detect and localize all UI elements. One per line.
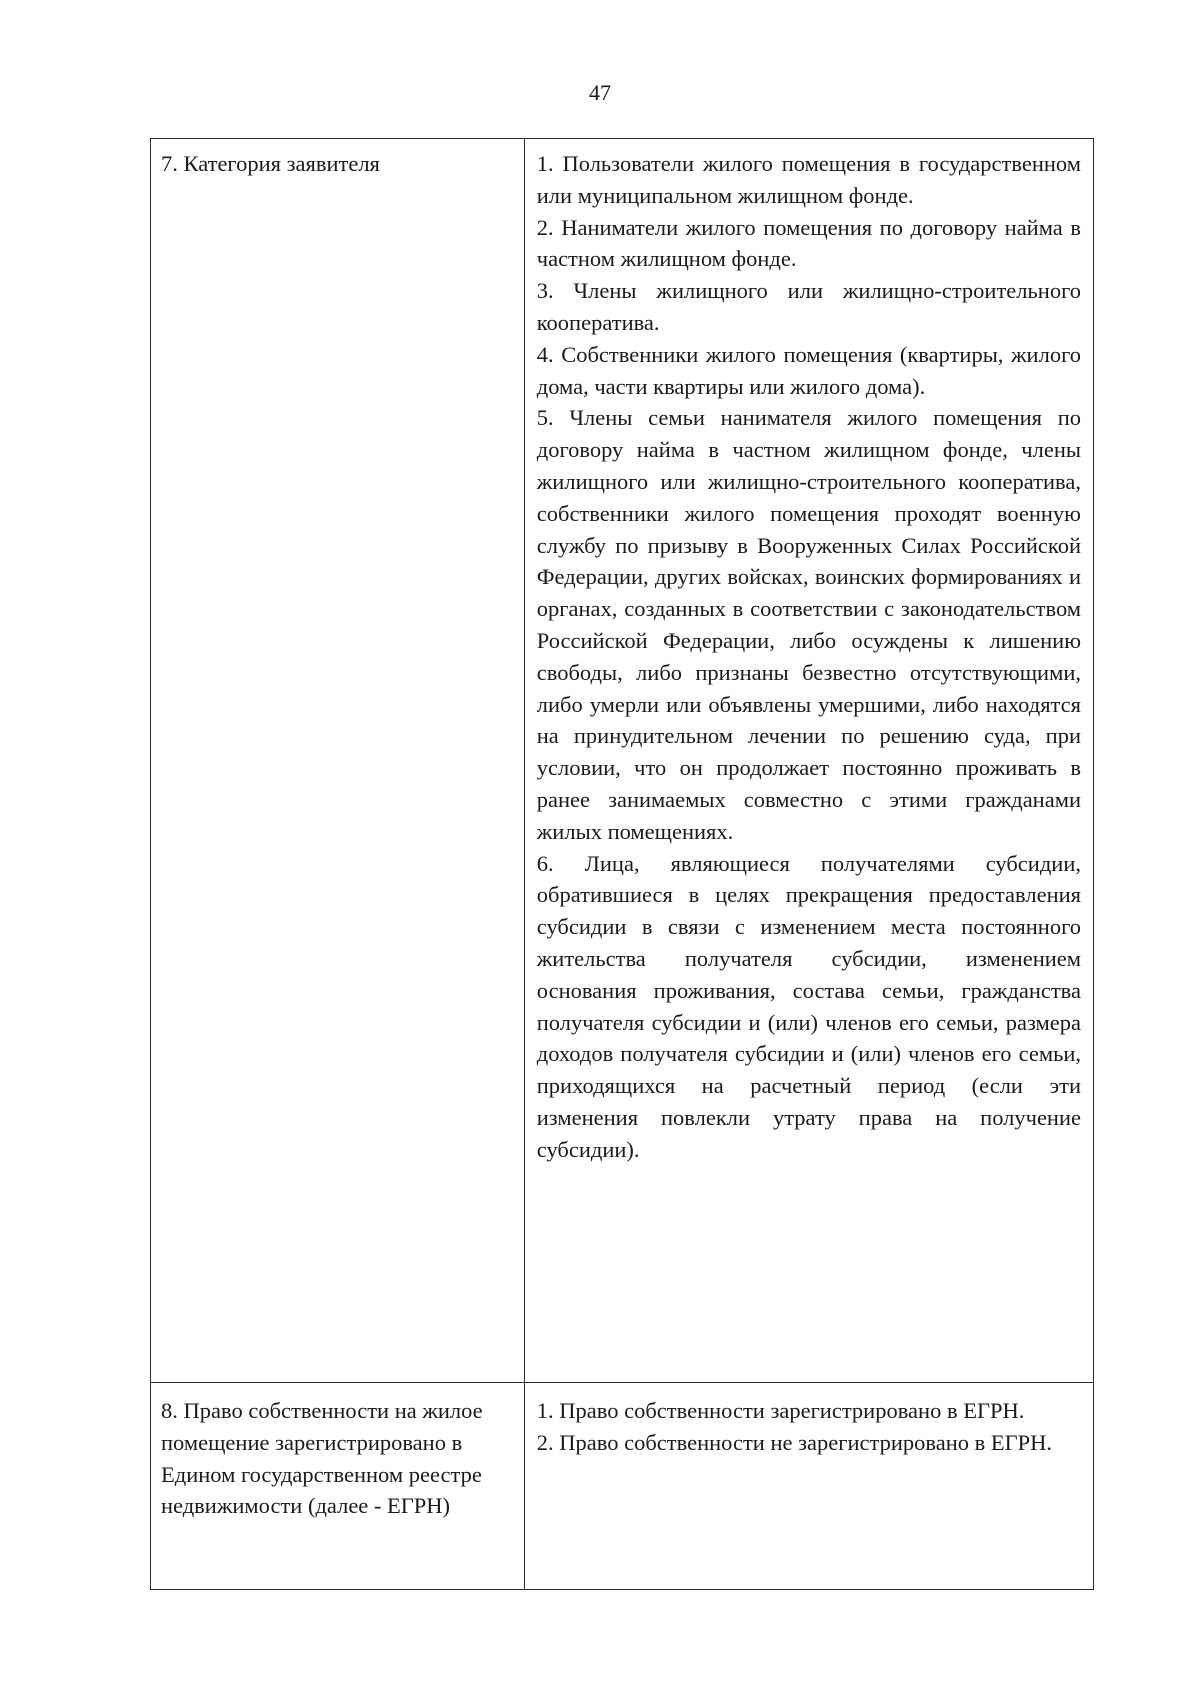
table-row [151,139,1094,1383]
row-label-cell [151,139,525,1383]
row-label: 8. Право собственности на жилое помещение зарегистрировано в Едином государственном реестре недвижимости (далее - ЕГРН) [161,1398,483,1519]
list-item: 5. Члены семьи нанимателя жилого помещения по договору найма в частном жилищном фонде, члены жилищного или жилищно-строительного кооператива, собственники жилого помещения проходят военную службу по призыву в Вооруженных Силах Российской Федерации, других войсках, воинских формированиях и органах, созданных в соответствии с законодательством Российской Федерации, либо осуждены к лишению свободы, либо признаны безвестно отсутствующими, либо умерли или объявлены умершими, либо находятся на принудительном лечении по решению суда, при условии, что он продолжает постоянно проживать в ранее занимаемых совместно с этими гражданами жилых помещениях. [536,405,1081,844]
page-number: 47 [589,80,611,105]
row-values-cell [524,139,1093,1383]
row-label: 7. Категория заявителя [161,151,380,176]
list-item: 4. Собственники жилого помещения (квартиры, жилого дома, части квартиры или жилого дома). [536,341,1081,399]
list-item: 2. Право собственности не зарегистрировано в ЕГРН. [536,1429,1052,1455]
list-item: 2. Наниматели жилого помещения по договору найма в частном жилищном фонде. [536,214,1081,272]
list-item: 1. Пользователи жилого помещения в государственном или муниципальном жилищном фонде. [536,151,1081,208]
table-row [151,1383,1094,1590]
list-item: 3. Члены жилищного или жилищно-строительного кооператива. [536,278,1081,335]
list-item: 6. Лица, являющиеся получателями субсидии, обратившиеся в целях прекращения предоставления субсидии в связи с изменением места постоянного жительства получателя субсидии, изменением основания проживания, состава семьи, гражданства получателя субсидии и (или) членов его семьи, размера доходов получателя субсидии и (или) членов его семьи, приходящихся на расчетный период (если эти изменения повлекли утрату права на получение субсидии). [536,850,1081,1162]
list-item: 1. Право собственности зарегистрировано в ЕГРН. [536,1398,1025,1423]
row-values-cell [524,1383,1093,1590]
row-label-cell [151,1383,525,1590]
criteria-table [150,138,1094,1590]
